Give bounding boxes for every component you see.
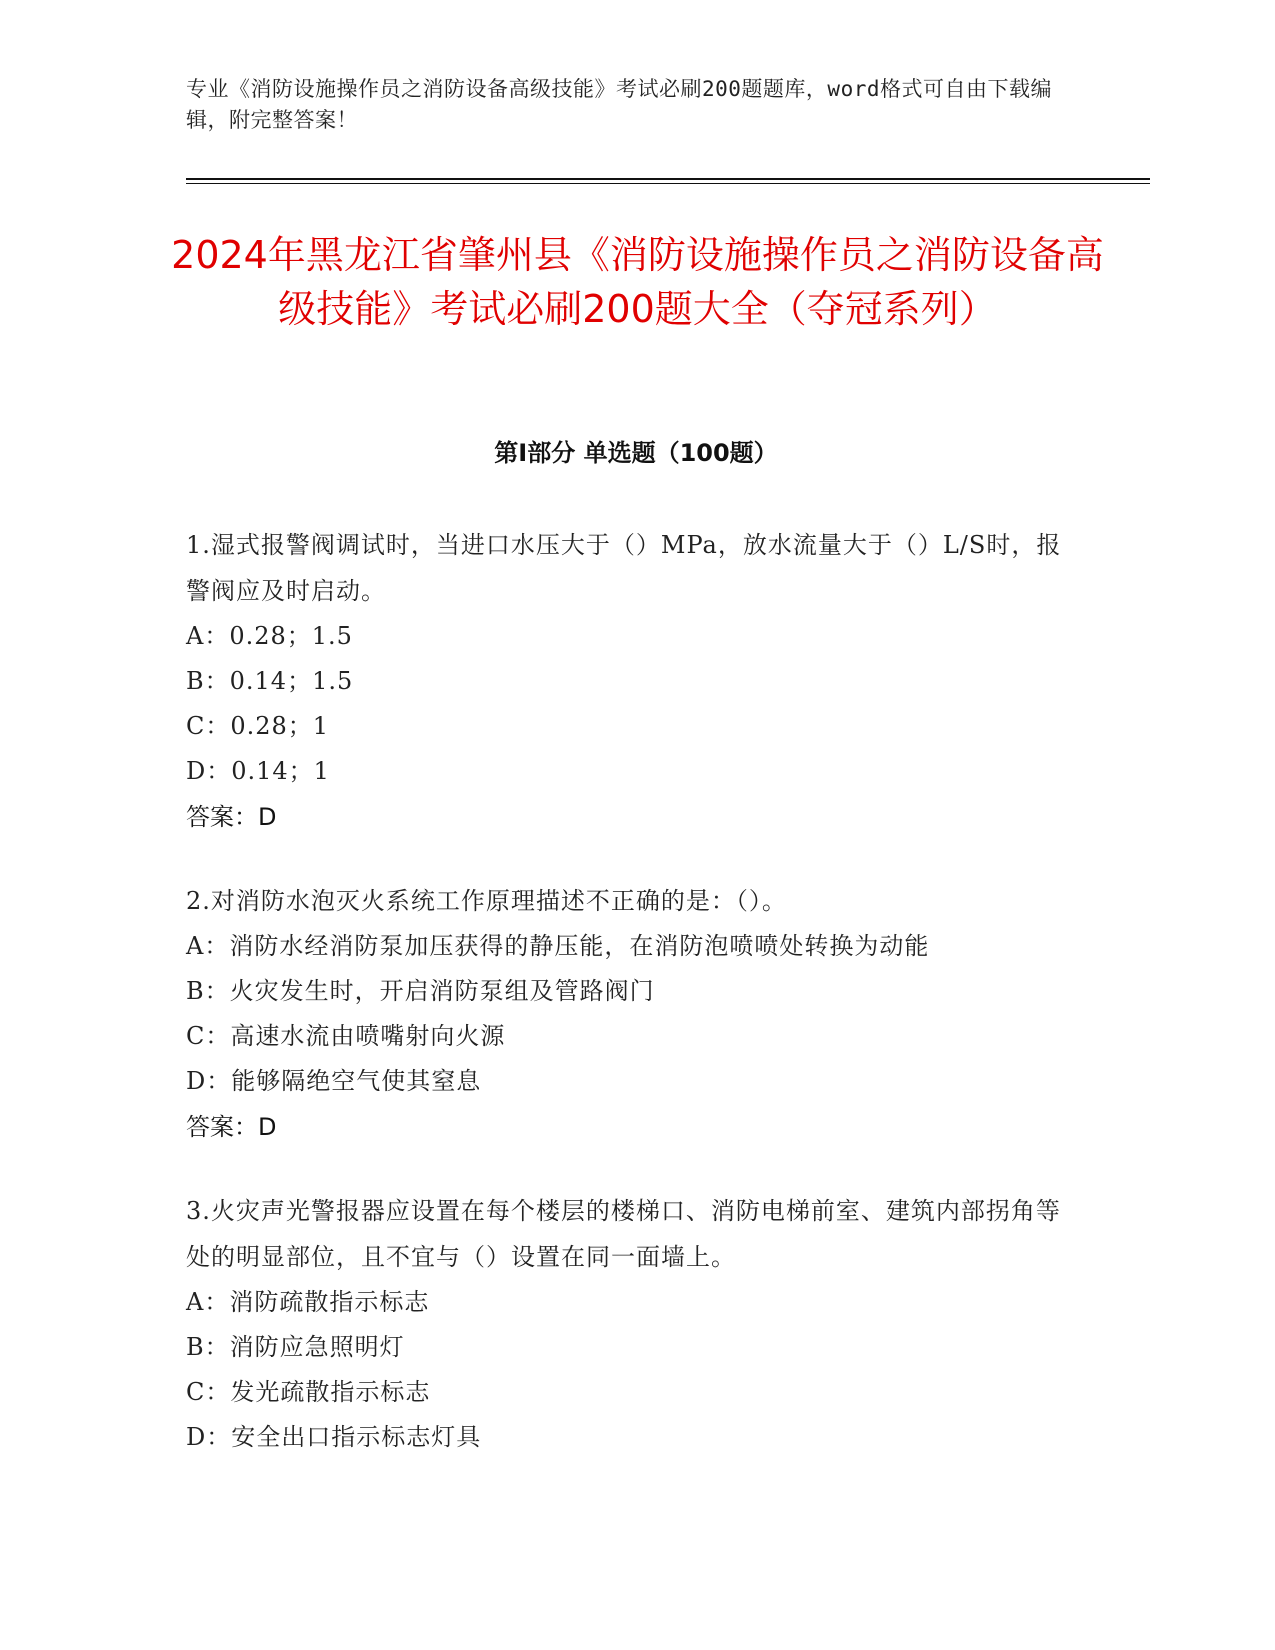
question-stem: 1.湿式报警阀调试时，当进口水压大于（）MPa，放水流量大于（）L/S时，报警阀应及时启动。 [186, 531, 1062, 605]
question-stem: 3.火灾声光警报器应设置在每个楼层的楼梯口、消防电梯前室、建筑内部拐角等处的明显部位，且不宜与（）设置在同一面墙上。 [186, 1197, 1061, 1271]
option-c: C：高速水流由喷嘴射向火源 [186, 1022, 506, 1050]
header-divider-thick [186, 178, 1150, 180]
question-1 [186, 522, 1066, 840]
option-b: B：火灾发生时，开启消防泵组及管路阀门 [186, 977, 655, 1005]
header-divider-thin [186, 183, 1150, 184]
option-d: D：能够隔绝空气使其窒息 [186, 1067, 482, 1095]
option-c: C：发光疏散指示标志 [186, 1378, 431, 1406]
answer: 答案：D [186, 1113, 277, 1141]
section-heading: 第I部分 单选题（100题） [494, 439, 778, 467]
option-a: A：消防水经消防泵加压获得的静压能，在消防泡喷喷处转换为动能 [186, 932, 930, 960]
option-d: D：安全出口指示标志灯具 [186, 1423, 482, 1451]
question-3 [186, 1188, 1066, 1460]
document-title: 2024年黑龙江省肇州县《消防设施操作员之消防设备高级技能》考试必刷200题大全（夺冠系列） [171, 233, 1104, 331]
option-b: B：0.14；1.5 [186, 667, 354, 695]
option-c: C：0.28；1 [186, 712, 330, 740]
option-b: B：消防应急照明灯 [186, 1333, 405, 1361]
question-list [186, 522, 1066, 1498]
option-a: A：0.28；1.5 [186, 622, 353, 650]
option-d: D：0.14；1 [186, 757, 330, 785]
header-note: 专业《消防设施操作员之消防设备高级技能》考试必刷200题题库，word格式可自由下载编辑，附完整答案！ [186, 77, 1052, 132]
question-2 [186, 878, 1066, 1150]
answer: 答案：D [186, 803, 277, 831]
question-stem: 2.对消防水泡灭火系统工作原理描述不正确的是：（）。 [186, 887, 787, 915]
option-a: A：消防疏散指示标志 [186, 1288, 430, 1316]
